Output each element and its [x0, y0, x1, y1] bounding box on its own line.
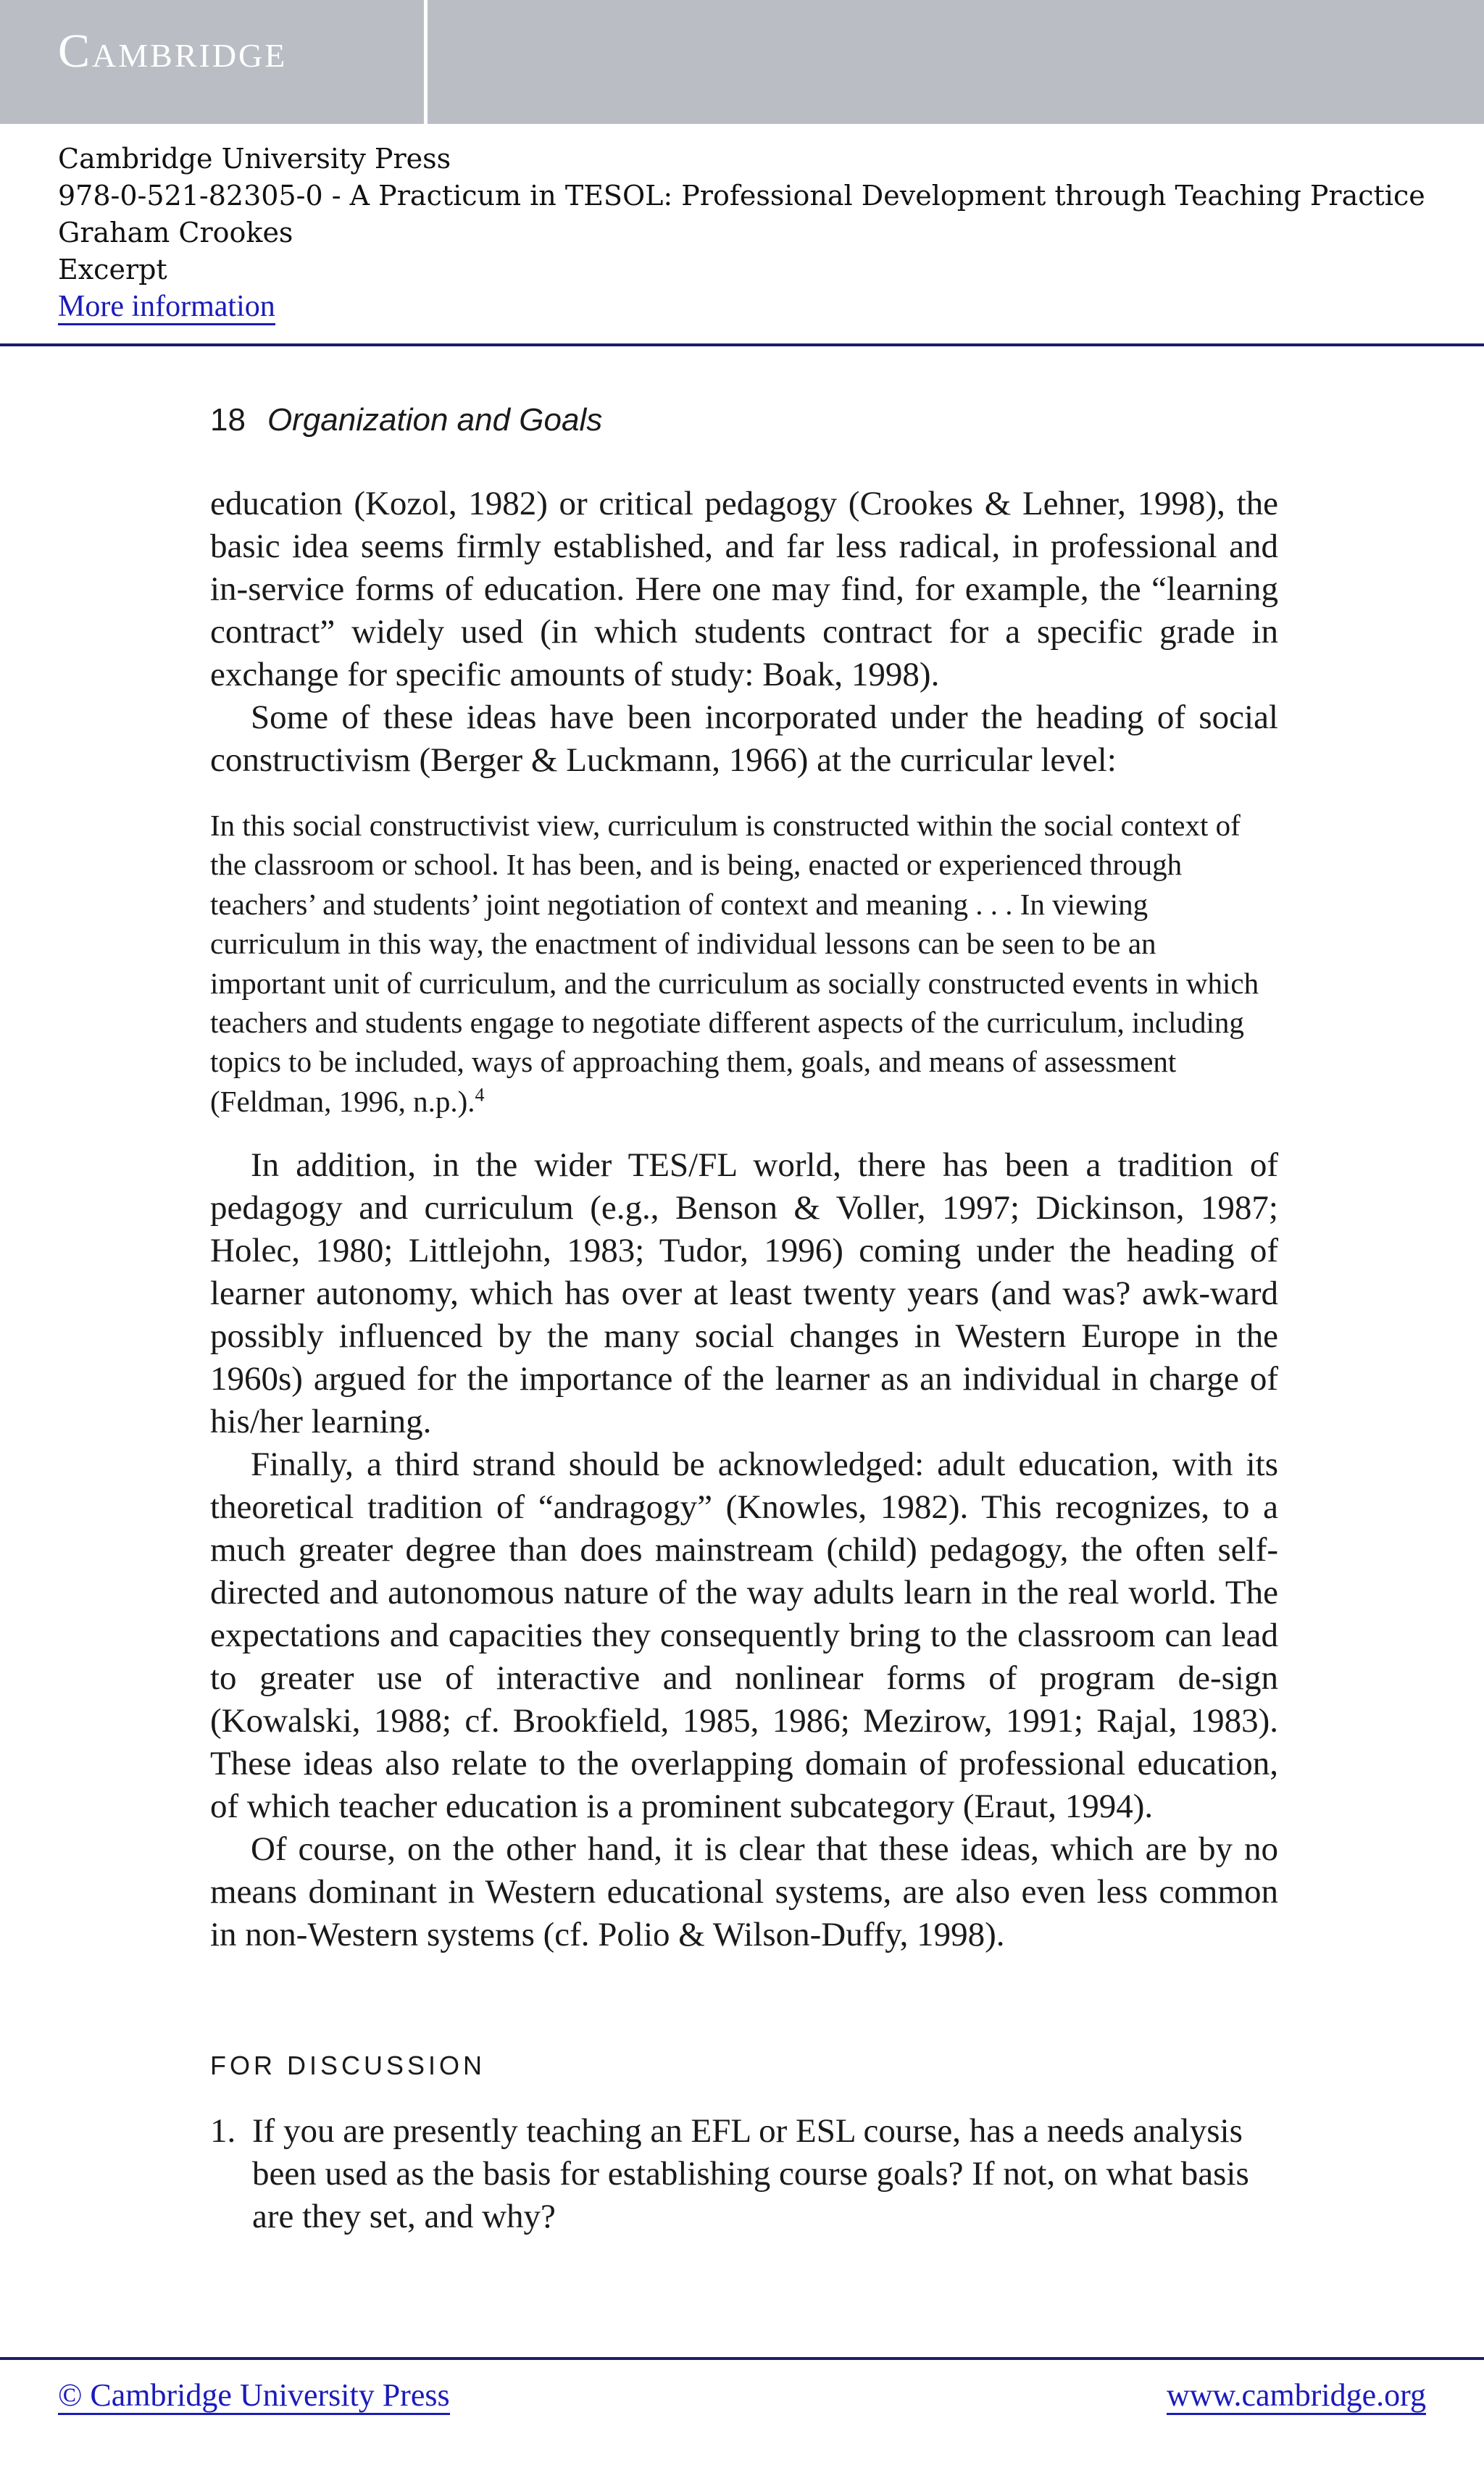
discussion-list [210, 2110, 1278, 2238]
list-item [210, 2110, 1278, 2238]
footer-copyright [58, 2377, 450, 2414]
paragraph-3: In addition, in the wider TES/FL world, there has been a tradition of pedagogy and curriculum (e.g., Benson & Voller, 1997; Dickinson, 1987; Holec, 1980; Littlejohn, 1983; Tudor, 1996) coming under the heading of learner autonomy, which has over at least twenty years (and was? awk-ward possibly influenced by the many social changes in Western Europe in the 1960s) argued for the importance of the learner as an individual in charge of his/her learning. [210, 1146, 1278, 1440]
block-quote [210, 806, 1278, 1121]
footer-website [1167, 2377, 1426, 2414]
book-meta [58, 141, 1425, 325]
header-banner [0, 0, 1484, 124]
header-divider [0, 343, 1484, 346]
footnote-marker[interactable]: 4 [475, 1084, 485, 1106]
list-item-text: If you are presently teaching an EFL or ESL course, has a needs analysis been used as the basis for establishing course goals? If not, on what basis are they set, and why? [252, 2112, 1249, 2235]
page-number: 18 [210, 402, 246, 438]
body-block-2 [210, 1144, 1278, 1956]
website-link[interactable]: www.cambridge.org [1167, 2377, 1426, 2415]
body-block-1 [210, 483, 1278, 782]
paragraph-5: Of course, on the other hand, it is clear that these ideas, which are by no means dominant in Western educational systems, are also even less common in non-Western systems (cf. Polio & Wilson-Duffy, 1998). [210, 1830, 1278, 1953]
logo-box [0, 0, 428, 124]
footer-divider [0, 2357, 1484, 2360]
paragraph-2: Some of these ideas have been incorporated under the heading of social constructivism (Berger & Luckmann, 1966) at the curricular level: [210, 698, 1278, 779]
publisher: Cambridge University Press [58, 143, 451, 175]
section-heading: FOR DISCUSSION [210, 2051, 486, 2080]
quote-text: In this social constructivist view, curriculum is constructed within the social context of the classroom or school. It has been, and is being, enacted or experienced through teachers’ and students’ joint negotiation of context and meaning . . . In viewing curriculum in this way, the enactment of individual lessons can be seen to be an important unit of curriculum, and the curriculum as socially constructed events in which teachers and students engage to negotiate different aspects of the curriculum, including topics to be included, ways of approaching them, goals, and means of assessment (Feldman, 1996, n.p.). [210, 809, 1259, 1118]
paragraph-4: Finally, a third strand should be acknowledged: adult education, with its theoretical tradition of “andragogy” (Knowles, 1982). This recognizes, to a much greater degree than does mainstream (child) pedagogy, the often self-directed and autonomous nature of the way adults learn in the real world. The expectations and capacities they consequently bring to the classroom can lead to greater use of interactive and nonlinear forms of program de-sign (Kowalski, 1988; cf. Brookfield, 1985, 1986; Mezirow, 1991; Rajal, 1983). These ideas also relate to the overlapping domain of professional education, of which teacher education is a prominent subcategory (Eraut, 1994). [210, 1446, 1278, 1825]
running-title: Organization and Goals [267, 402, 603, 438]
cambridge-logo[interactable]: Cambridge [58, 25, 288, 78]
copyright-link[interactable]: © Cambridge University Press [58, 2377, 450, 2415]
list-item-number: 1. [210, 2112, 236, 2150]
isbn-title: 978-0-521-82305-0 - A Practicum in TESOL: Professional Development through Teaching Practice [58, 180, 1425, 212]
author: Graham Crookes [58, 217, 293, 249]
excerpt-label: Excerpt [58, 254, 167, 285]
running-head [210, 400, 602, 441]
paragraph-1: education (Kozol, 1982) or critical pedagogy (Crookes & Lehner, 1998), the basic idea seems firmly established, and far less radical, in professional and in-service forms of education. Here one may find, for example, the “learning contract” widely used (in which students contract for a specific grade in exchange for specific amounts of study: Boak, 1998). [210, 485, 1278, 693]
more-information-link[interactable]: More information [58, 290, 275, 325]
